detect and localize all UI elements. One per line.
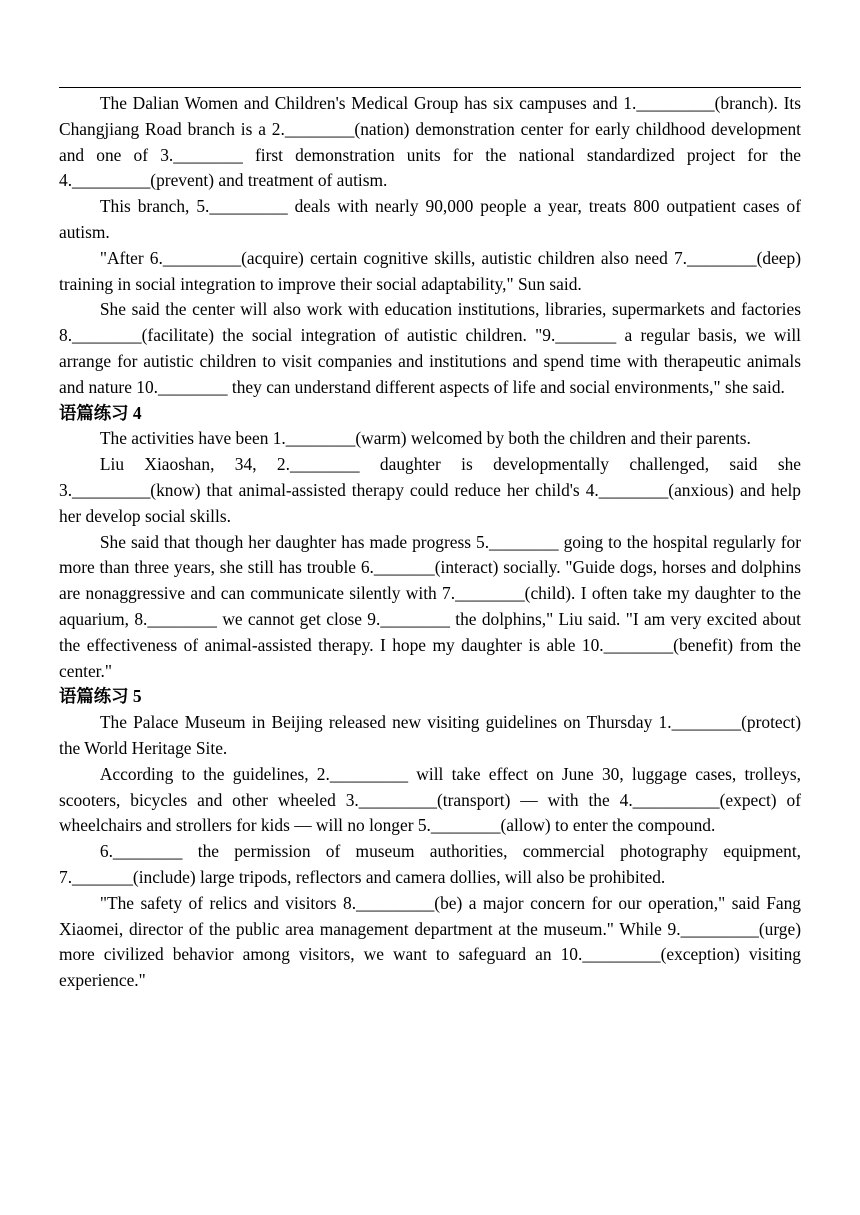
- passage-4: [59, 401, 801, 685]
- document-body: [59, 91, 801, 994]
- paragraph: This branch, 5._________ deals with nearly 90,000 people a year, treats 800 outpatient cases of autism.: [59, 196, 801, 242]
- passage-3: [59, 91, 801, 401]
- paragraph: She said that though her daughter has made progress 5.________ going to the hospital regularly for more than three years, she still has trouble 6._______(interact) socially. "Guide dogs, horses and dolphins are nonaggressive and can communicate silently with 7.________(child). I often take my daughter to the aquarium, 8.________ we cannot get close 9.________ the dolphins," Liu said. "I am very excited about the effectiveness of animal-assisted therapy. I hope my daughter is able 10.________(benefit) from the center.": [59, 531, 801, 681]
- header-rule: [59, 87, 801, 88]
- paragraph: "After 6._________(acquire) certain cognitive skills, autistic children also need 7.________(deep) training in social integration to improve their social adaptability," Sun said.: [59, 247, 801, 294]
- section-heading: 语篇练习 5: [59, 686, 142, 707]
- paragraph: Liu Xiaoshan, 34, 2.________ daughter is developmentally challenged, said she 3._________(know) that animal-assisted therapy could reduce her child's 4.________(anxious) and help her develop social skills.: [59, 454, 801, 526]
- paragraph: The activities have been 1.________(warm) welcomed by both the children and their parents.: [99, 428, 751, 449]
- paragraph: The Dalian Women and Children's Medical Group has six campuses and 1._________(branch). Its Changjiang Road branch is a 2.________(nation) demonstration center for early childhood development and one of 3.________ first demonstration units for the national standardized project for the 4._________(prevent) and treatment of autism.: [59, 93, 801, 191]
- section-heading: 语篇练习 4: [59, 402, 142, 423]
- paragraph: According to the guidelines, 2._________ will take effect on June 30, luggage cases, trolleys, scooters, bicycles and other wheeled 3._________(transport) — with the 4.__________(expect) of wheelchairs and strollers for kids — will no longer 5.________(allow) to enter the compound.: [59, 763, 801, 836]
- paragraph: She said the center will also work with education institutions, libraries, supermarkets and factories 8.________(facilitate) the social integration of autistic children. "9._______ a regular basis, we will arrange for autistic children to visit companies and institutions and spend time with therapeutic animals and nature 10.________ they can understand different aspects of life and social environments," she said.: [59, 299, 801, 397]
- paragraph: 6.________ the permission of museum authorities, commercial photography equipment, 7._______(include) large tripods, reflectors and camera dollies, will also be prohibited.: [59, 841, 801, 887]
- paragraph: The Palace Museum in Beijing released new visiting guidelines on Thursday 1.________(protect) the World Heritage Site.: [59, 712, 801, 758]
- passage-5: [59, 684, 801, 994]
- paragraph: "The safety of relics and visitors 8._________(be) a major concern for our operation," said Fang Xiaomei, director of the public area management department at the museum." While 9._________(urge) more civilized behavior among visitors, we want to safeguard an 10._________(exception) visiting experience.": [59, 892, 801, 991]
